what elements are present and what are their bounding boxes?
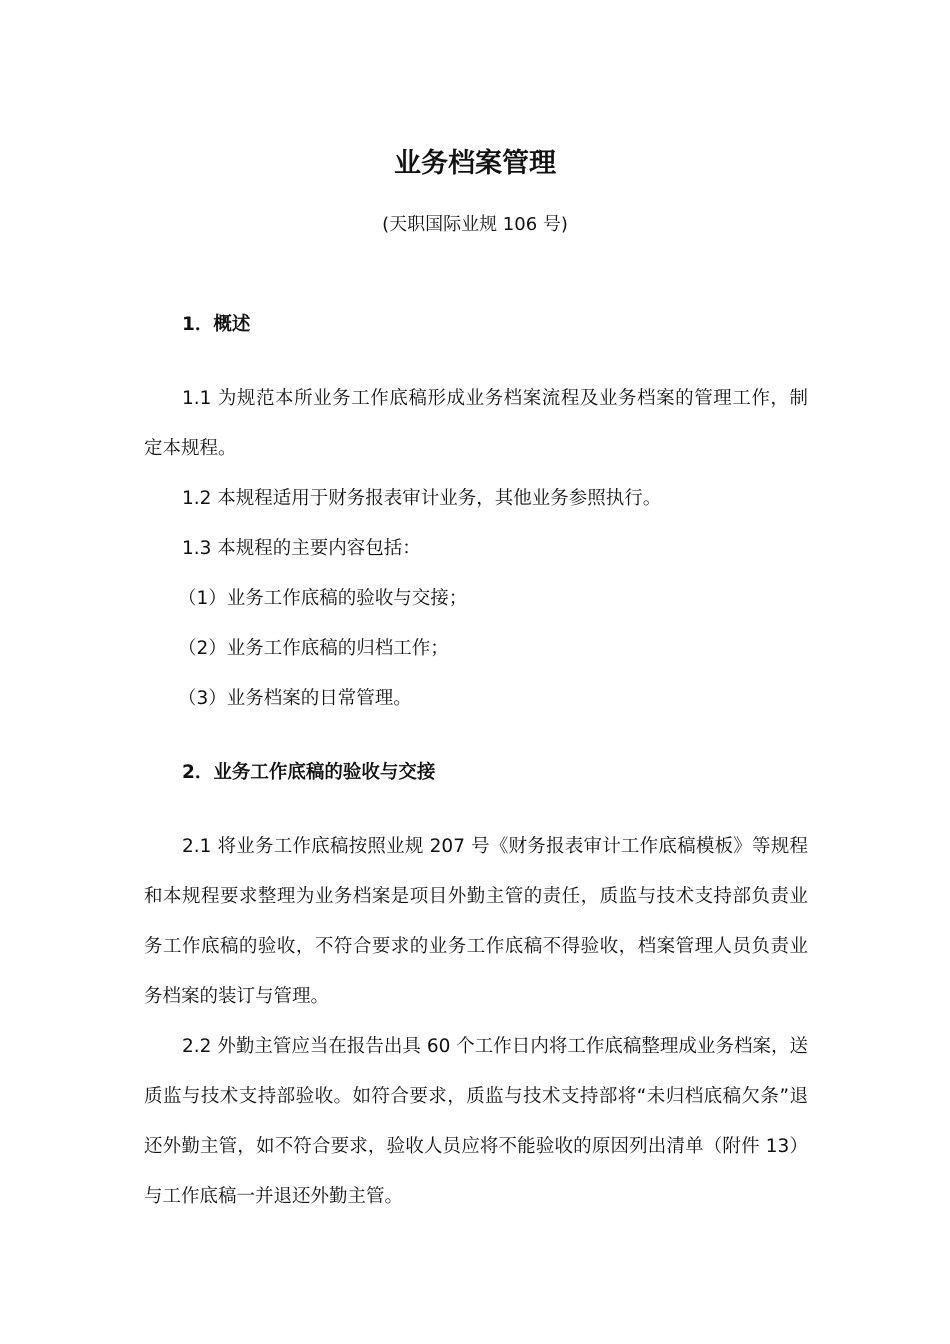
list-item: （2）业务工作底稿的归档工作； — [178, 638, 449, 659]
list-item: （1）业务工作底稿的验收与交接； — [178, 588, 468, 609]
paragraph-2-1: 2.1 将业务工作底稿按照业规 207 号《财务报表审计工作底稿模板》等规程和本规程要求整理为业务档案是项目外勤主管的责任，质监与技术支持部负责业务工作底稿的验收，不符合要求的业务工作底稿不得验收，档案管理人员负责业务档案的装订与管理。 — [144, 836, 808, 1007]
list-item: （3）业务档案的日常管理。 — [178, 688, 412, 709]
paragraph-1-3: 1.3 本规程的主要内容包括： — [182, 538, 421, 559]
document-subtitle: (天职国际业规 106 号) — [382, 214, 568, 235]
paragraph-1-2: 1.2 本规程适用于财务报表审计业务，其他业务参照执行。 — [182, 488, 662, 509]
section-2-heading: 2．业务工作底稿的验收与交接 — [182, 762, 436, 783]
section-1-heading: 1．概述 — [182, 314, 251, 335]
paragraph-2-2: 2.2 外勤主管应当在报告出具 60 个工作日内将工作底稿整理成业务档案，送质监与技术支持部验收。如符合要求，质监与技术支持部将“未归档底稿欠条”退还外勤主管，如不符合要求，验收人员应将不能验收的原因列出清单（附件 13）与工作底稿一并退还外勤主管。 — [144, 1036, 808, 1207]
paragraph-1-1: 1.1 为规范本所业务工作底稿形成业务档案流程及业务档案的管理工作，制定本规程。 — [144, 388, 808, 459]
document-title: 业务档案管理 — [394, 148, 556, 179]
